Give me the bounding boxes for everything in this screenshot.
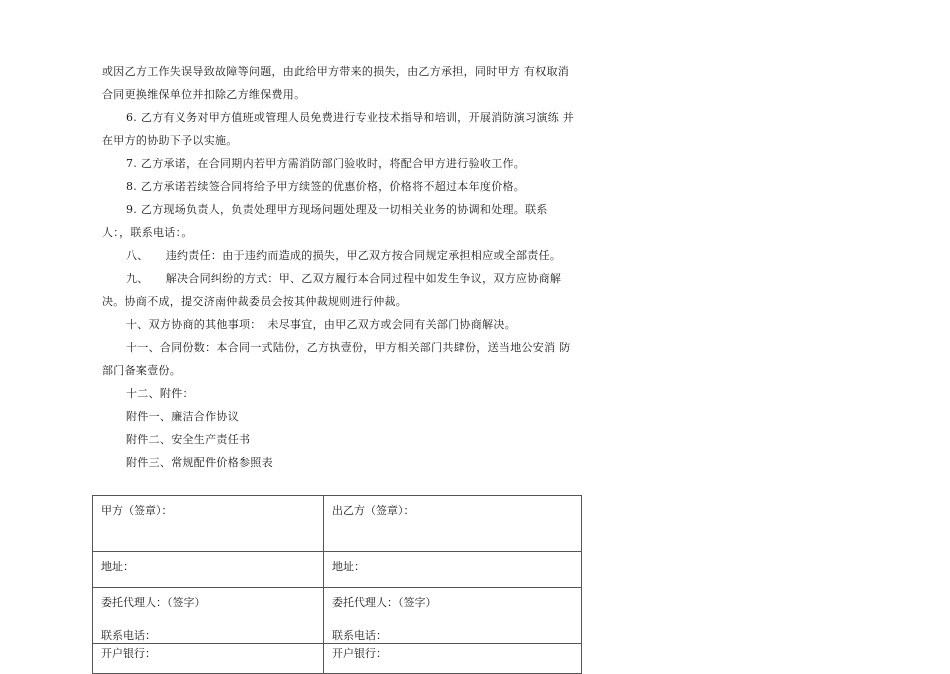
party-a-bank-cell [93,644,324,674]
party-a-address-label: 地址： [101,560,134,573]
text-line: 十一、合同份数：本合同一式陆份，乙方执壹份，甲方相关部门共肆份，送当地公安消 防 [126,341,571,354]
party-b-bank-cell [324,644,582,674]
clause-item-7 [102,152,622,175]
text-line: 或因乙方工作失误导致故障等问题，由此给甲方带来的损失，由乙方承担，同时甲方 有权取消 [102,65,570,78]
attachment-three [102,451,622,474]
table-row [93,496,582,552]
clause-item-9 [102,198,622,244]
party-b-agent-label: 委托代理人：（签字） [332,596,437,609]
party-a-address-cell [93,552,324,588]
text-line: 8. 乙方承诺若续签合同将给予甲方续签的优惠价格，价格将不超过本年度价格。 [126,180,526,193]
party-b-seal-label: 出乙方（签章）： [332,504,415,517]
text-line: 部门备案壹份。 [102,364,182,377]
signature-table [92,495,582,674]
party-a-seal-cell [93,496,324,552]
text-line: 十二、附件： [126,387,194,400]
party-b-agent-cell [324,588,582,644]
party-b-phone-label: 联系电话： [332,629,387,642]
text-line: 合同更换维保单位并扣除乙方维保费用。 [102,88,306,101]
table-row [93,552,582,588]
text-line: 在甲方的协助下予以实施。 [102,134,238,147]
clause-item-6 [102,106,622,152]
party-b-seal-cell [324,496,582,552]
text-line: 附件二、安全生产责任书 [126,433,251,446]
party-a-agent-cell [93,588,324,644]
table-row [93,644,582,674]
text-line: 6. 乙方有义务对甲方值班或管理人员免费进行专业技术指导和培训，开展消防演习演练 并 [126,111,575,124]
text-line: 7. 乙方承诺，在合同期内若甲方需消防部门验收时，将配合甲方进行验收工作。 [126,157,526,170]
text-line: 十、双方协商的其他事项： 未尽事宜，由甲乙双方或会同有关部门协商解决。 [126,318,516,331]
text-line: 9. 乙方现场负责人，负责处理甲方现场问题处理及一切相关业务的协调和处理。联系 [126,203,548,216]
table-row [93,588,582,644]
party-b-address-cell [324,552,582,588]
party-a-seal-label: 甲方（签章）： [101,504,173,517]
attachment-two [102,428,622,451]
section-twelve-attachments [102,382,622,405]
section-nine-dispute [102,267,622,313]
text-line: 人：，联系电话：。 [102,226,193,239]
section-eleven-copies [102,336,622,382]
party-b-bank-label: 开户银行： [332,647,387,660]
text-line: 九、 解决合同纠纷的方式：甲、乙双方履行本合同过程中如发生争议，双方应协商解 [126,272,562,285]
party-b-address-label: 地址： [332,560,365,573]
section-ten-other-matters [102,313,622,336]
party-a-phone-label: 联系电话： [101,629,156,642]
text-line: 八、 违约责任：由于违约而造成的损失，甲乙双方按合同规定承担相应或全部责任。 [126,249,562,262]
clause-item-8 [102,175,622,198]
text-line: 附件一、廉洁合作协议 [126,410,239,423]
clause-continuation [102,60,622,106]
party-a-bank-label: 开户银行： [101,647,156,660]
attachment-one [102,405,622,428]
section-eight-liability [102,244,622,267]
party-a-agent-label: 委托代理人：（签字） [101,596,206,609]
text-line: 决。协商不成，提交济南仲裁委员会按其仲裁规则进行仲裁。 [102,295,408,308]
text-line: 附件三、常规配件价格参照表 [126,456,273,469]
